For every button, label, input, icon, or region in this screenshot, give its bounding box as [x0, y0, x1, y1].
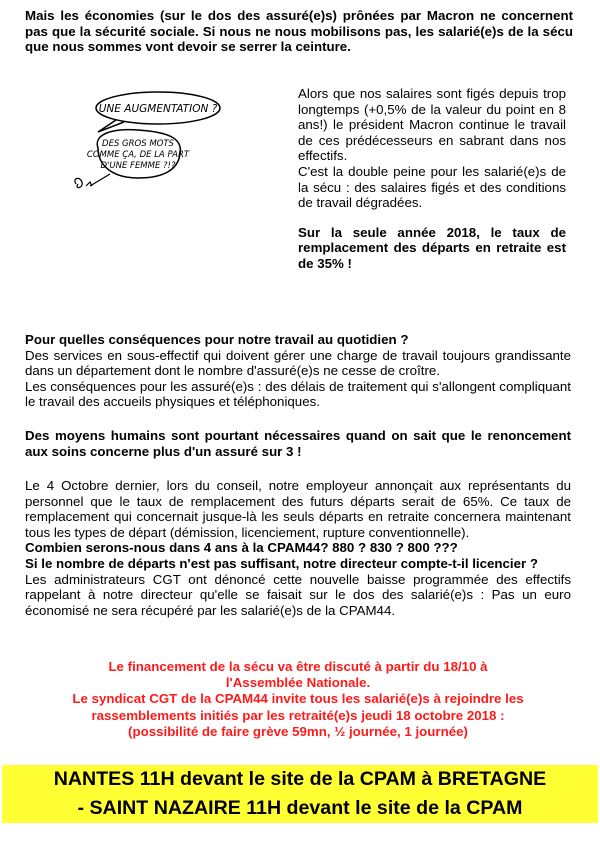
moyens-section: [25, 428, 571, 459]
octobre-paragraph: Le 4 Octobre dernier, lors du conseil, notre employeur annonçait aux représentants du personnel que le taux de remplacement des futurs départs serait de 65%. Ce taux de remplacement qui concernait jusque-là les seuls départs en retraite concernera maintenant tous les types de départ (démission, licenciement, rupture conventionnelle).: [25, 478, 571, 540]
event-banner: [2, 765, 598, 823]
call-line-4: rassemblements initiés par les retraité(e)s jeudi 18 octobre 2018 :: [91, 707, 505, 723]
figure-scribble: [75, 178, 92, 187]
bubble-tail: [90, 174, 110, 186]
administrateurs-paragraph: Les administrateurs CGT ont dénoncé cette nouvelle baisse programmée des effectifs rappelant à notre directeur qu'elle se faisait sur le dos des salarié(e)s : Pas un euro économisé ne sera récupéré par les salarié(e)s de la CPAM44.: [25, 571, 571, 618]
consequences-paragraph-1: Des services en sous-effectif qui doivent gérer une charge de travail toujours grandissante dans un département dont le nombre d'assuré(e)s ne cesse de croître.: [25, 347, 571, 379]
call-to-action: [25, 659, 571, 740]
double-peine-paragraph: C'est la double peine pour les salarié(e)s de la sécu : des salaires figés et des conditions de travail dégradées.: [298, 163, 566, 211]
banner-line-1: NANTES 11H devant le site de la CPAM à BRETAGNE: [53, 768, 547, 790]
octobre-section: [25, 478, 571, 618]
bubble-text-1: UNE AUGMENTATION ?: [98, 103, 218, 115]
consequences-heading: Pour quelles conséquences pour notre travail au quotidien ?: [25, 332, 409, 347]
moyens-paragraph: Des moyens humains sont pourtant nécessaires quand on sait que le renoncement aux soins concerne plus d'un assuré sur 3 !: [25, 428, 571, 459]
bubble-text-2a: DES GROS MOTS: [102, 139, 174, 149]
retirement-rate-paragraph: Sur la seule année 2018, le taux de remplacement des départs en retraite est de 35% !: [298, 224, 566, 271]
cartoon-illustration: [68, 86, 243, 196]
question-effectifs: Combien serons-nous dans 4 ans à la CPAM44? 880 ? 830 ? 800 ???: [25, 540, 458, 556]
consequences-paragraph-2: Les conséquences pour les assuré(e)s : des délais de traitement qui s'allongent compliquant le travail des accueils physiques et téléphoniques.: [25, 378, 571, 410]
call-line-1: Le financement de la sécu va être discuté à partir du 18/10 à: [108, 659, 488, 674]
question-licencier: Si le nombre de départs n'est pas suffisant, notre directeur compte-t-il licencier ?: [25, 555, 538, 571]
intro-paragraph: Mais les économies (sur le dos des assuré(e)s) prônées par Macron ne concernent pas que la sécurité sociale. Si nous ne nous mobilisons pas, les salarié(e)s de la sécu que nous sommes vont devoir se serrer la ceinture.: [25, 8, 573, 55]
bubble-text-2b: COMME ÇA, DE LA PART: [86, 150, 190, 160]
salary-paragraph: Alors que nos salaires sont figés depuis trop longtemps (+0,5% de la valeur du point en 8 ans!) le président Macron continue le travail de ces prédécesseurs en sabrant dans nos effectifs.: [298, 86, 566, 164]
call-line-2: l'Assemblée Nationale.: [225, 675, 371, 691]
call-line-3: Le syndicat CGT de la CPAM44 invite tous les salarié(e)s à rejoindre les: [72, 691, 524, 707]
consequences-section: [25, 332, 571, 410]
banner-line-2: - SAINT NAZAIRE 11H devant le site de la CPAM: [77, 797, 523, 819]
call-line-5: (possibilité de faire grève 59mn, ½ journée, 1 journée): [128, 723, 468, 739]
bubble-text-2c: D'UNE FEMME ?!?: [100, 161, 176, 171]
right-column: [298, 86, 566, 272]
